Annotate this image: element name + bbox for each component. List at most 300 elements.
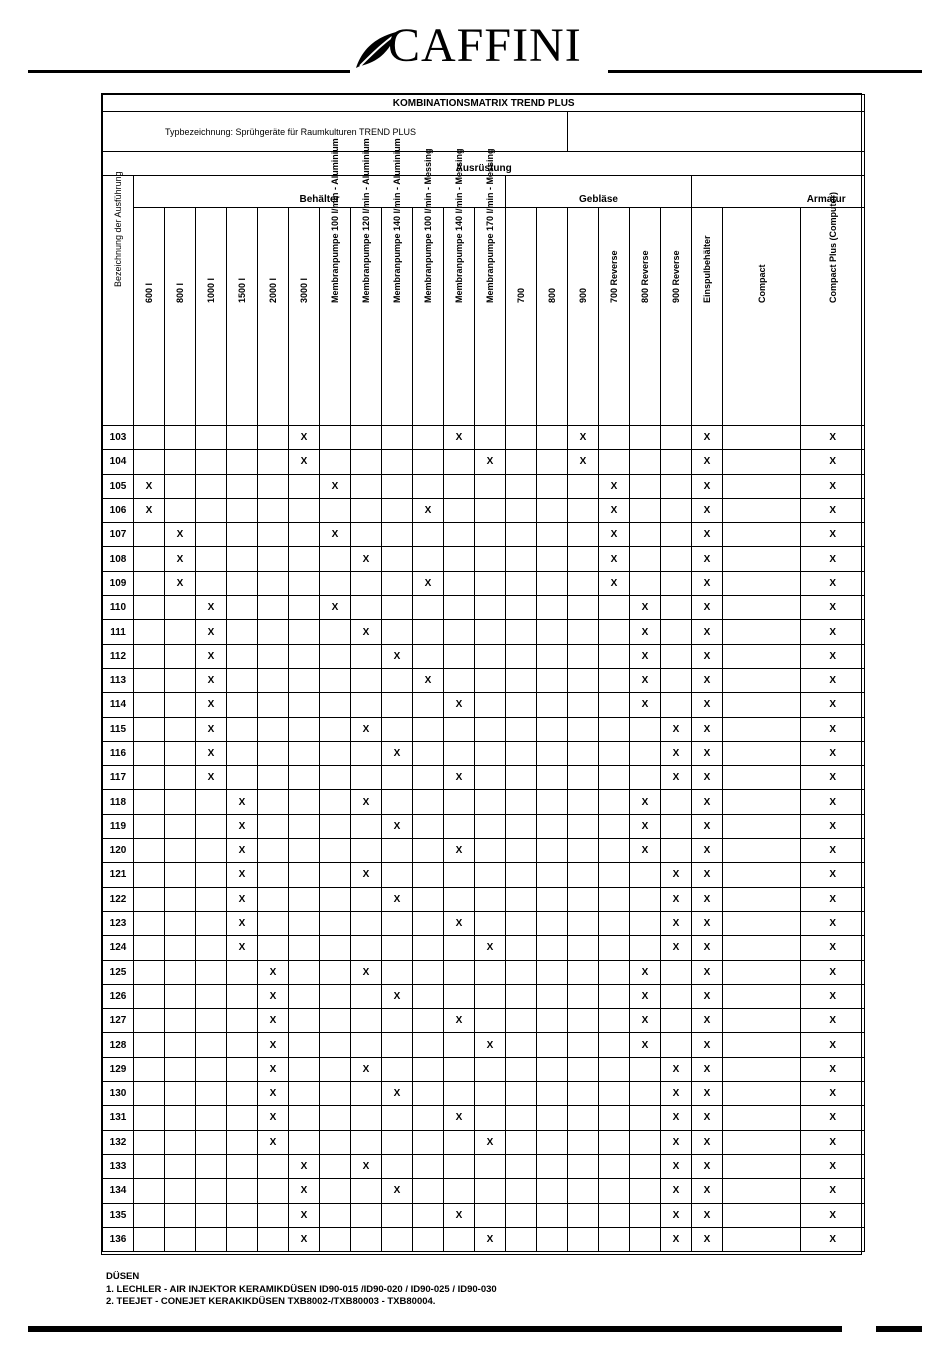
mark-x: X xyxy=(829,529,836,541)
matrix-cell xyxy=(227,474,258,498)
mark-x: X xyxy=(829,602,836,614)
matrix-cell xyxy=(568,984,599,1008)
matrix-cell xyxy=(227,1130,258,1154)
matrix-cell xyxy=(320,1106,351,1130)
matrix-cell xyxy=(444,523,475,547)
matrix-cell xyxy=(661,547,692,571)
matrix-cell xyxy=(258,498,289,522)
matrix-cell xyxy=(196,839,227,863)
matrix-cell xyxy=(196,814,227,838)
table-row xyxy=(103,668,865,692)
matrix-cell xyxy=(661,1179,692,1203)
matrix-cell xyxy=(413,1179,444,1203)
group-behaelter: Behälter xyxy=(134,176,506,208)
matrix-cell xyxy=(351,1033,382,1057)
mark-x: X xyxy=(672,772,680,784)
matrix-cell xyxy=(537,474,568,498)
matrix-cell xyxy=(227,960,258,984)
matrix-cell xyxy=(630,426,661,450)
matrix-cell xyxy=(506,523,537,547)
table-row xyxy=(103,1130,865,1154)
mark-x: X xyxy=(455,699,463,711)
matrix-cell xyxy=(227,741,258,765)
mark-x: X xyxy=(610,529,618,541)
matrix-cell xyxy=(801,571,865,595)
mark-x: X xyxy=(207,602,215,614)
matrix-cell xyxy=(568,498,599,522)
matrix-cell xyxy=(692,693,723,717)
matrix-cell xyxy=(258,474,289,498)
matrix-cell xyxy=(599,693,630,717)
column-header-label: Compact xyxy=(756,263,767,303)
matrix-cell xyxy=(196,1203,227,1227)
matrix-cell xyxy=(258,766,289,790)
matrix-cell xyxy=(134,1009,165,1033)
mark-x: X xyxy=(393,748,401,759)
matrix-cell xyxy=(258,1033,289,1057)
mark-x: X xyxy=(176,529,184,541)
matrix-cell xyxy=(351,596,382,620)
matrix-cell xyxy=(444,571,475,595)
matrix-cell xyxy=(444,620,475,644)
matrix-cell xyxy=(165,1203,196,1227)
matrix-cell xyxy=(537,1082,568,1106)
matrix-cell xyxy=(475,1227,506,1251)
matrix-cell xyxy=(661,936,692,960)
matrix-cell xyxy=(723,766,801,790)
matrix-cell xyxy=(723,960,801,984)
matrix-cell xyxy=(630,474,661,498)
mark-x: X xyxy=(269,1039,277,1051)
matrix-cell xyxy=(413,717,444,741)
matrix-cell xyxy=(568,911,599,935)
matrix-cell xyxy=(351,790,382,814)
matrix-cell xyxy=(165,1106,196,1130)
matrix-cell xyxy=(413,887,444,911)
mark-x: X xyxy=(455,1015,463,1027)
matrix-cell xyxy=(289,1227,320,1251)
mark-x: X xyxy=(672,1233,680,1245)
matrix-cell xyxy=(475,1179,506,1203)
matrix-cell xyxy=(134,596,165,620)
matrix-cell xyxy=(134,1130,165,1154)
matrix-cell xyxy=(723,668,801,692)
matrix-cell xyxy=(196,766,227,790)
matrix-cell xyxy=(661,1082,692,1106)
matrix-cell xyxy=(475,960,506,984)
matrix-cell xyxy=(444,839,475,863)
matrix-cell xyxy=(537,620,568,644)
column-header xyxy=(444,147,475,426)
matrix-cell xyxy=(227,1033,258,1057)
column-header-label: 700 Reverse xyxy=(609,249,619,303)
matrix-cell xyxy=(351,911,382,935)
matrix-cell xyxy=(444,741,475,765)
matrix-cell xyxy=(599,523,630,547)
mark-x: X xyxy=(829,990,836,1002)
matrix-cell xyxy=(289,498,320,522)
row-id: 122 xyxy=(103,887,134,911)
row-id: 124 xyxy=(103,936,134,960)
matrix-cell xyxy=(444,426,475,450)
matrix-cell xyxy=(599,1033,630,1057)
matrix-cell xyxy=(413,1009,444,1033)
matrix-cell xyxy=(661,1033,692,1057)
matrix-cell xyxy=(599,1057,630,1081)
matrix-cell xyxy=(351,741,382,765)
table-row xyxy=(103,936,865,960)
matrix-cell xyxy=(692,498,723,522)
matrix-cell xyxy=(227,766,258,790)
matrix-cell xyxy=(506,1106,537,1130)
mark-x: X xyxy=(703,1063,711,1075)
matrix-cell xyxy=(227,790,258,814)
matrix-cell xyxy=(320,1033,351,1057)
matrix-cell xyxy=(630,1033,661,1057)
matrix-cell xyxy=(289,1106,320,1130)
mark-x: X xyxy=(829,1136,836,1148)
matrix-cell xyxy=(227,668,258,692)
matrix-cell xyxy=(444,693,475,717)
matrix-cell xyxy=(599,717,630,741)
matrix-cell xyxy=(599,1082,630,1106)
row-id: 115 xyxy=(103,717,134,741)
matrix-cell xyxy=(630,450,661,474)
column-header-label: 700 xyxy=(516,287,526,303)
matrix-cell xyxy=(506,814,537,838)
matrix-cell xyxy=(444,498,475,522)
matrix-cell xyxy=(196,571,227,595)
row-id: 105 xyxy=(103,474,134,498)
matrix-cell xyxy=(134,839,165,863)
matrix-cell xyxy=(196,426,227,450)
mark-x: X xyxy=(703,577,711,589)
mark-x: X xyxy=(331,480,339,492)
matrix-cell xyxy=(351,1130,382,1154)
matrix-cell xyxy=(661,1154,692,1178)
matrix-cell xyxy=(165,450,196,474)
table-row xyxy=(103,1057,865,1081)
table-row xyxy=(103,571,865,595)
matrix-cell xyxy=(258,790,289,814)
row-id: 106 xyxy=(103,498,134,522)
matrix-cell xyxy=(289,571,320,595)
matrix-cell xyxy=(320,960,351,984)
matrix-cell xyxy=(382,547,413,571)
matrix-cell xyxy=(599,766,630,790)
matrix-cell xyxy=(413,984,444,1008)
matrix-cell xyxy=(289,1130,320,1154)
table-row xyxy=(103,1033,865,1057)
mark-x: X xyxy=(829,650,836,662)
matrix-cell xyxy=(320,693,351,717)
column-header xyxy=(630,208,661,426)
mark-x: X xyxy=(703,893,711,905)
matrix-cell xyxy=(165,1130,196,1154)
matrix-cell xyxy=(320,766,351,790)
matrix-cell xyxy=(320,596,351,620)
matrix-cell xyxy=(568,1082,599,1106)
matrix-cell xyxy=(382,1227,413,1251)
matrix-cell xyxy=(196,790,227,814)
matrix-cell xyxy=(537,960,568,984)
matrix-cell xyxy=(444,1227,475,1251)
matrix-cell xyxy=(165,839,196,863)
column-header xyxy=(196,208,227,426)
matrix-cell xyxy=(196,1179,227,1203)
matrix-cell xyxy=(289,1154,320,1178)
matrix-cell xyxy=(568,1009,599,1033)
mark-x: X xyxy=(207,675,215,687)
matrix-cell xyxy=(444,911,475,935)
matrix-cell xyxy=(351,474,382,498)
matrix-cell xyxy=(475,1009,506,1033)
matrix-cell xyxy=(413,766,444,790)
matrix-cell xyxy=(692,1009,723,1033)
matrix-cell xyxy=(630,1203,661,1227)
matrix-cell xyxy=(475,863,506,887)
matrix-cell xyxy=(351,936,382,960)
mark-x: X xyxy=(829,626,836,638)
matrix-cell xyxy=(413,693,444,717)
matrix-cell xyxy=(134,644,165,668)
matrix-cell xyxy=(351,863,382,887)
row-id: 114 xyxy=(103,693,134,717)
column-header-label: Einspulbehälter xyxy=(702,234,712,303)
table-row xyxy=(103,814,865,838)
matrix-cell xyxy=(599,474,630,498)
matrix-cell xyxy=(196,936,227,960)
matrix-cell xyxy=(227,523,258,547)
matrix-cell xyxy=(444,1009,475,1033)
matrix-cell xyxy=(723,1033,801,1057)
matrix-cell xyxy=(351,766,382,790)
matrix-cell xyxy=(599,790,630,814)
mark-x: X xyxy=(829,1088,836,1100)
matrix-cell xyxy=(289,911,320,935)
matrix-cell xyxy=(165,1009,196,1033)
matrix-cell xyxy=(801,936,865,960)
matrix-cell xyxy=(801,766,865,790)
matrix-cell xyxy=(537,693,568,717)
mark-x: X xyxy=(703,820,711,832)
matrix-cell xyxy=(320,1082,351,1106)
matrix-cell xyxy=(537,426,568,450)
matrix-cell xyxy=(475,547,506,571)
matrix-cell xyxy=(258,814,289,838)
column-header-label: 600 l xyxy=(144,282,154,303)
matrix-cell xyxy=(692,571,723,595)
matrix-cell xyxy=(382,887,413,911)
brand-name: CAFFINI xyxy=(388,19,582,72)
matrix-cell xyxy=(165,523,196,547)
matrix-cell xyxy=(630,523,661,547)
matrix-cell xyxy=(475,523,506,547)
matrix-cell xyxy=(599,426,630,450)
mark-x: X xyxy=(829,772,836,784)
mark-x: X xyxy=(207,723,215,735)
matrix-cell xyxy=(506,766,537,790)
matrix-cell xyxy=(165,887,196,911)
matrix-cell xyxy=(630,1154,661,1178)
matrix-cell xyxy=(165,1082,196,1106)
matrix-cell xyxy=(475,984,506,1008)
footer-bar-end xyxy=(876,1326,922,1332)
matrix-cell xyxy=(289,1009,320,1033)
matrix-cell xyxy=(382,863,413,887)
matrix-cell xyxy=(692,1033,723,1057)
matrix-cell xyxy=(165,1179,196,1203)
matrix-cell xyxy=(196,596,227,620)
matrix-cell xyxy=(165,596,196,620)
row-id: 136 xyxy=(103,1227,134,1251)
matrix-cell xyxy=(630,936,661,960)
column-header xyxy=(165,208,196,426)
mark-x: X xyxy=(393,650,401,662)
column-header-label: 800 l xyxy=(175,282,185,303)
row-id: 126 xyxy=(103,984,134,1008)
matrix-cell xyxy=(258,839,289,863)
matrix-cell xyxy=(537,1057,568,1081)
matrix-cell xyxy=(413,426,444,450)
matrix-cell xyxy=(413,936,444,960)
matrix-cell xyxy=(320,1130,351,1154)
matrix-cell xyxy=(165,1033,196,1057)
mark-x: X xyxy=(393,1088,401,1100)
matrix-cell xyxy=(568,1227,599,1251)
matrix-cell xyxy=(506,474,537,498)
mark-x: X xyxy=(641,675,649,687)
matrix-cell xyxy=(475,1057,506,1081)
row-id: 108 xyxy=(103,547,134,571)
matrix-cell xyxy=(382,498,413,522)
mark-x: X xyxy=(703,1233,711,1245)
matrix-cell xyxy=(801,717,865,741)
matrix-cell xyxy=(444,960,475,984)
column-header xyxy=(661,208,692,426)
matrix-cell xyxy=(599,547,630,571)
matrix-cell xyxy=(289,1082,320,1106)
mark-x: X xyxy=(207,748,215,759)
matrix-cell xyxy=(196,887,227,911)
matrix-cell xyxy=(506,426,537,450)
matrix-cell xyxy=(568,474,599,498)
mark-x: X xyxy=(829,675,836,687)
matrix-cell xyxy=(630,911,661,935)
matrix-cell xyxy=(196,1154,227,1178)
table-row xyxy=(103,596,865,620)
matrix-cell xyxy=(289,766,320,790)
matrix-cell xyxy=(134,766,165,790)
matrix-cell xyxy=(320,474,351,498)
matrix-cell xyxy=(692,426,723,450)
matrix-cell xyxy=(599,1009,630,1033)
matrix-cell xyxy=(801,814,865,838)
matrix-cell xyxy=(475,814,506,838)
matrix-cell xyxy=(351,1227,382,1251)
matrix-cell xyxy=(661,450,692,474)
matrix-cell xyxy=(227,571,258,595)
matrix-cell xyxy=(413,960,444,984)
matrix-cell xyxy=(413,474,444,498)
header-rule-right xyxy=(608,70,922,73)
matrix-cell xyxy=(568,620,599,644)
matrix-cell xyxy=(801,1130,865,1154)
matrix-cell xyxy=(382,717,413,741)
matrix-cell xyxy=(413,1154,444,1178)
matrix-cell xyxy=(351,887,382,911)
mark-x: X xyxy=(393,820,401,832)
matrix-cell xyxy=(134,450,165,474)
matrix-cell xyxy=(351,693,382,717)
matrix-cell xyxy=(568,1203,599,1227)
matrix-cell xyxy=(568,936,599,960)
matrix-cell xyxy=(801,1009,865,1033)
matrix-cell xyxy=(801,863,865,887)
matrix-cell xyxy=(506,717,537,741)
matrix-cell xyxy=(475,426,506,450)
row-id: 112 xyxy=(103,644,134,668)
matrix-cell xyxy=(537,1154,568,1178)
column-header-label: Membranpumpe 170 l/min - Messing xyxy=(485,147,495,303)
mark-x: X xyxy=(672,1185,680,1197)
row-id: 111 xyxy=(103,620,134,644)
matrix-cell xyxy=(196,863,227,887)
mark-x: X xyxy=(672,942,680,954)
mark-x: X xyxy=(703,1039,711,1051)
matrix-cell xyxy=(320,498,351,522)
mark-x: X xyxy=(455,772,463,784)
column-header xyxy=(258,208,289,426)
matrix-cell xyxy=(258,523,289,547)
row-id: 116 xyxy=(103,741,134,765)
mark-x: X xyxy=(703,845,711,857)
matrix-cell xyxy=(165,1154,196,1178)
matrix-cell xyxy=(630,668,661,692)
matrix-cell xyxy=(723,984,801,1008)
matrix-cell xyxy=(289,814,320,838)
matrix-cell xyxy=(506,887,537,911)
matrix-cell xyxy=(661,1203,692,1227)
matrix-cell xyxy=(661,790,692,814)
matrix-cell xyxy=(258,620,289,644)
matrix-cell xyxy=(568,596,599,620)
mark-x: X xyxy=(269,990,277,1002)
matrix-cell xyxy=(413,1130,444,1154)
mark-x: X xyxy=(829,845,836,857)
matrix-cell xyxy=(227,596,258,620)
mark-x: X xyxy=(486,942,494,954)
matrix-cell xyxy=(692,766,723,790)
matrix-cell xyxy=(475,596,506,620)
column-header-label: 3000 l xyxy=(299,277,309,303)
matrix-cell xyxy=(692,596,723,620)
matrix-cell xyxy=(692,960,723,984)
matrix-cell xyxy=(289,644,320,668)
matrix-cell xyxy=(506,644,537,668)
matrix-cell xyxy=(444,766,475,790)
matrix-cell xyxy=(413,596,444,620)
matrix-cell xyxy=(537,523,568,547)
matrix-cell xyxy=(351,1009,382,1033)
matrix-cell xyxy=(568,1057,599,1081)
matrix-cell xyxy=(599,596,630,620)
matrix-cell xyxy=(320,644,351,668)
column-header-label: Membranpumpe 140 l/min - Aluminium xyxy=(392,137,402,303)
row-id: 109 xyxy=(103,571,134,595)
matrix-cell xyxy=(723,450,801,474)
matrix-cell xyxy=(537,741,568,765)
